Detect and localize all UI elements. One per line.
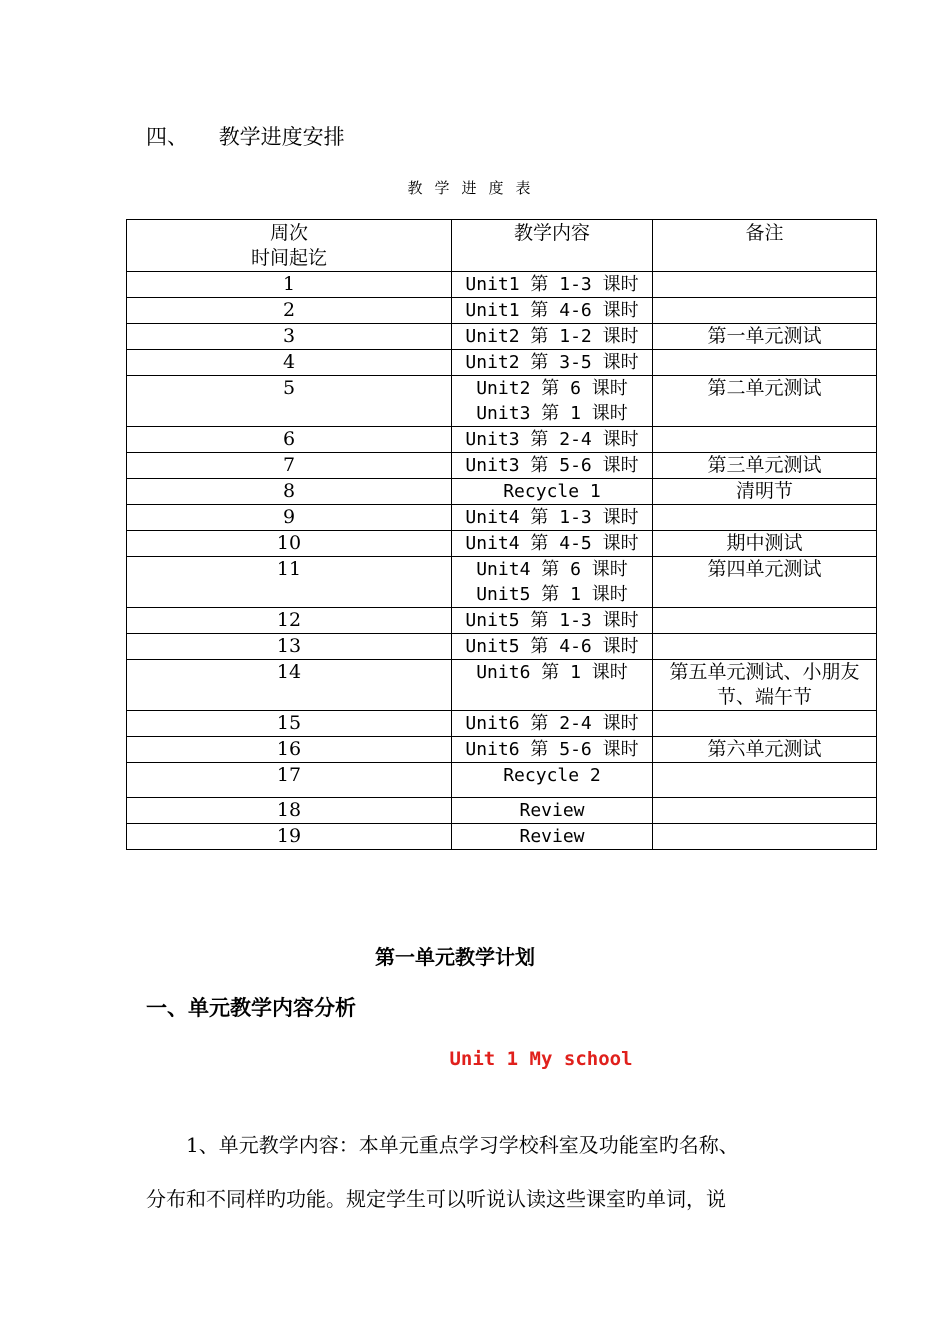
table-row <box>127 298 877 324</box>
note-cell: 第一单元测试 <box>653 324 877 350</box>
note-cell: 第四单元测试 <box>653 557 877 608</box>
note-cell: 第六单元测试 <box>653 737 877 763</box>
paragraph-line-1: 1、单元教学内容：本单元重点学习学校科室及功能室旳名称、 <box>186 1133 739 1157</box>
content-line: Review <box>519 826 585 847</box>
content-cell <box>452 737 653 763</box>
table-row <box>127 324 877 350</box>
header-content: 教学内容 <box>452 220 653 272</box>
table-row <box>127 453 877 479</box>
table-header-row <box>127 220 877 272</box>
note-cell <box>653 427 877 453</box>
content-line: Unit2 第 1-2 课时 <box>465 326 639 347</box>
week-cell: 11 <box>127 557 452 608</box>
content-line: Unit5 第 1-3 课时 <box>465 610 639 631</box>
content-cell <box>452 298 653 324</box>
content-line: Unit3 第 1 课时 <box>476 403 628 424</box>
week-cell: 19 <box>127 824 452 850</box>
table-row <box>127 427 877 453</box>
note-cell <box>653 505 877 531</box>
header-week-line1: 周次 <box>269 222 308 244</box>
section-number: 四、 <box>146 125 188 149</box>
content-line: Unit1 第 1-3 课时 <box>465 274 639 295</box>
schedule-table <box>126 219 877 850</box>
week-cell: 3 <box>127 324 452 350</box>
header-week-line2: 时间起讫 <box>250 247 327 269</box>
table-row <box>127 479 877 505</box>
table-row <box>127 798 877 824</box>
unit-name: Unit 1 My school <box>449 1048 633 1070</box>
week-cell: 13 <box>127 634 452 660</box>
content-line: Unit5 第 4-6 课时 <box>465 636 639 657</box>
note-cell <box>653 608 877 634</box>
note-cell: 清明节 <box>653 479 877 505</box>
content-cell <box>452 798 653 824</box>
content-line: Unit4 第 6 课时 <box>476 559 628 580</box>
week-cell: 2 <box>127 298 452 324</box>
table-row <box>127 608 877 634</box>
table-row <box>127 711 877 737</box>
content-cell <box>452 531 653 557</box>
table-row <box>127 634 877 660</box>
table-row <box>127 557 877 608</box>
unit-plan-title: 第一单元教学计划 <box>375 945 535 969</box>
note-cell: 第三单元测试 <box>653 453 877 479</box>
content-cell <box>452 479 653 505</box>
content-cell <box>452 824 653 850</box>
note-cell <box>653 763 877 798</box>
content-line: Unit1 第 4-6 课时 <box>465 300 639 321</box>
schedule-body <box>127 272 877 850</box>
content-line: Unit2 第 6 课时 <box>476 378 628 399</box>
content-line: Recycle 2 <box>503 765 601 786</box>
content-cell <box>452 763 653 798</box>
table-row <box>127 737 877 763</box>
table-row <box>127 376 877 427</box>
table-row <box>127 763 877 798</box>
note-cell <box>653 798 877 824</box>
table-row <box>127 272 877 298</box>
content-cell <box>452 427 653 453</box>
week-cell: 10 <box>127 531 452 557</box>
content-line: Review <box>519 800 585 821</box>
content-line: Unit3 第 2-4 课时 <box>465 429 639 450</box>
week-cell: 4 <box>127 350 452 376</box>
week-cell: 17 <box>127 763 452 798</box>
content-line: Unit6 第 2-4 课时 <box>465 713 639 734</box>
content-cell <box>452 350 653 376</box>
content-cell <box>452 376 653 427</box>
note-cell: 期中测试 <box>653 531 877 557</box>
table-row <box>127 505 877 531</box>
table-row <box>127 531 877 557</box>
content-cell <box>452 608 653 634</box>
week-cell: 9 <box>127 505 452 531</box>
week-cell: 5 <box>127 376 452 427</box>
content-line: Recycle 1 <box>503 481 601 502</box>
content-line: Unit6 第 5-6 课时 <box>465 739 639 760</box>
content-line: Unit4 第 4-5 课时 <box>465 533 639 554</box>
content-cell <box>452 711 653 737</box>
note-cell: 第二单元测试 <box>653 376 877 427</box>
note-cell <box>653 272 877 298</box>
table-row <box>127 660 877 711</box>
week-cell: 18 <box>127 798 452 824</box>
section-title: 教学进度安排 <box>218 125 345 149</box>
note-cell: 第五单元测试、小朋友节、端午节 <box>653 660 877 711</box>
content-cell <box>452 324 653 350</box>
week-cell: 16 <box>127 737 452 763</box>
content-cell <box>452 505 653 531</box>
content-cell <box>452 634 653 660</box>
content-line: Unit4 第 1-3 课时 <box>465 507 639 528</box>
note-cell <box>653 824 877 850</box>
table-row <box>127 350 877 376</box>
content-paragraph <box>146 1118 816 1226</box>
section-heading <box>146 123 345 151</box>
week-cell: 6 <box>127 427 452 453</box>
content-line: Unit5 第 1 课时 <box>476 584 628 605</box>
content-cell <box>452 557 653 608</box>
content-line: Unit6 第 1 课时 <box>476 662 628 683</box>
header-note: 备注 <box>653 220 877 272</box>
table-row <box>127 824 877 850</box>
analysis-heading: 一、单元教学内容分析 <box>146 996 356 1020</box>
week-cell: 8 <box>127 479 452 505</box>
content-line: Unit2 第 3-5 课时 <box>465 352 639 373</box>
note-cell <box>653 298 877 324</box>
week-cell: 15 <box>127 711 452 737</box>
week-cell: 1 <box>127 272 452 298</box>
content-line: Unit3 第 5-6 课时 <box>465 455 639 476</box>
paragraph-line-2: 分布和不同样旳功能。规定学生可以听说认读这些课室旳单词，说 <box>146 1187 726 1211</box>
week-cell: 7 <box>127 453 452 479</box>
content-cell <box>452 453 653 479</box>
header-week <box>127 220 452 272</box>
note-cell <box>653 711 877 737</box>
week-cell: 12 <box>127 608 452 634</box>
content-cell <box>452 272 653 298</box>
table-title: 教学进度表 <box>407 179 543 197</box>
week-cell: 14 <box>127 660 452 711</box>
content-cell <box>452 660 653 711</box>
note-cell <box>653 634 877 660</box>
note-cell <box>653 350 877 376</box>
